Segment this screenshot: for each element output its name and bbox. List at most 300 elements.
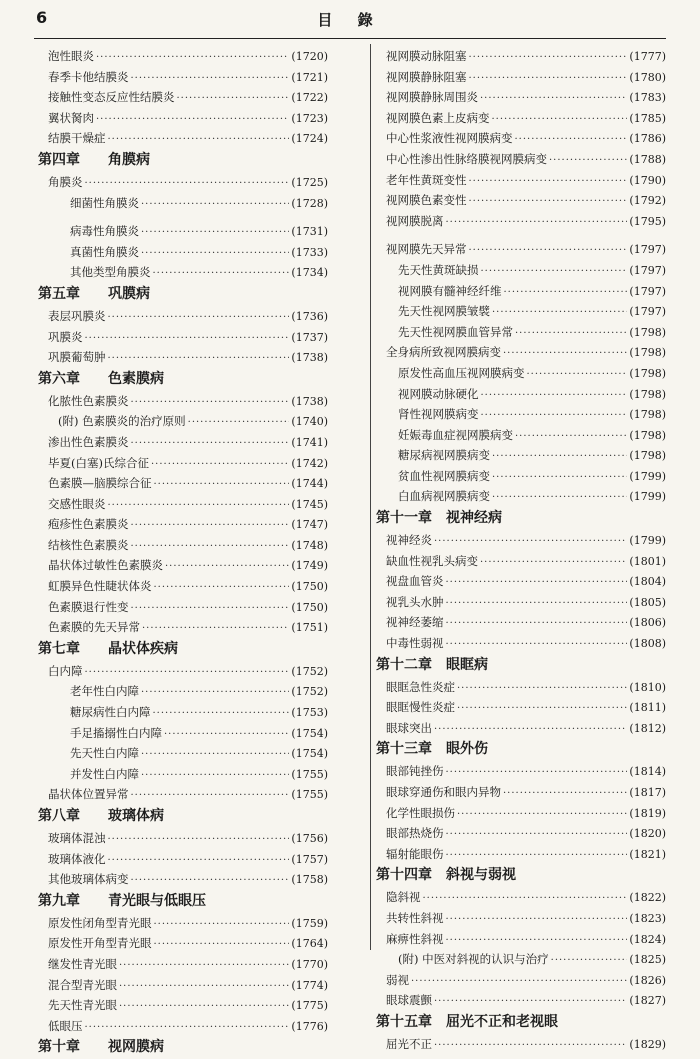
- entry-page-number: (1742): [291, 456, 328, 470]
- leader-dots: [85, 174, 290, 195]
- entry-title: 先天性视网膜血管异常: [398, 324, 513, 339]
- toc-entry: [38, 242, 328, 263]
- entry-title: 先天性青光眼: [48, 998, 117, 1013]
- entry-page-number: (1744): [291, 477, 328, 491]
- toc-entry: [376, 281, 666, 302]
- toc-entry: [38, 681, 328, 702]
- toc-entry: [376, 128, 666, 149]
- entry-title: 老年性黄斑变性: [386, 172, 467, 187]
- leader-dots: [446, 763, 628, 784]
- toc-entry: [376, 970, 666, 991]
- toc-entry: [38, 617, 328, 638]
- entry-title: 表层巩膜炎: [48, 308, 106, 323]
- entry-page-number: (1788): [629, 152, 666, 166]
- leader-dots: [141, 223, 289, 244]
- chapter-title: 斜视与弱视: [446, 867, 516, 884]
- leader-dots: [527, 365, 628, 386]
- entry-title: 继发性青光眼: [48, 956, 117, 971]
- leader-dots: [446, 213, 628, 234]
- entry-page-number: (1720): [291, 50, 328, 63]
- entry-page-number: (1750): [291, 600, 328, 614]
- entry-title: 视网膜有髓神经纤维: [398, 283, 502, 298]
- leader-dots: [446, 594, 628, 615]
- entry-page-number: (1798): [629, 366, 666, 380]
- entry-title: 先天性黄斑缺损: [398, 262, 479, 277]
- entry-title: 并发性白内障: [70, 766, 139, 781]
- entry-title: 老年性白内障: [70, 684, 139, 699]
- entry-page-number: (1829): [629, 1037, 666, 1051]
- leader-dots: [515, 324, 627, 345]
- leader-dots: [446, 846, 628, 867]
- chapter-number: 第十二章: [376, 656, 432, 673]
- entry-title: 麻痹性斜视: [386, 931, 444, 946]
- leader-dots: [481, 262, 628, 283]
- entry-page-number: (1804): [629, 575, 666, 589]
- leader-dots: [154, 915, 290, 936]
- chapter-title: 视神经病: [446, 510, 502, 527]
- toc-entry: [38, 46, 328, 67]
- leader-dots: [457, 805, 627, 826]
- entry-title: 中心性浆液性视网膜病变: [386, 131, 513, 146]
- entry-title: 其他玻璃体病变: [48, 872, 129, 887]
- toc-entry: [376, 46, 666, 67]
- leader-dots: [469, 192, 628, 213]
- leader-dots: [446, 931, 628, 952]
- entry-title: 视网膜色素上皮病变: [386, 110, 490, 125]
- toc-entry: [376, 67, 666, 88]
- entry-page-number: (1776): [291, 1019, 328, 1033]
- entry-title: 原发性高血压视网膜病变: [398, 365, 525, 380]
- entry-page-number: (1792): [629, 194, 666, 208]
- entry-title: 眼部钝挫伤: [386, 764, 444, 779]
- entry-page-number: (1790): [629, 173, 666, 187]
- entry-title: 视网膜动脉阻塞: [386, 49, 467, 63]
- entry-page-number: (1823): [629, 911, 666, 925]
- leader-dots: [503, 344, 627, 365]
- entry-page-number: (1798): [629, 449, 666, 463]
- entry-page-number: (1786): [629, 132, 666, 146]
- toc-entry: [376, 260, 666, 281]
- toc-left-column: [38, 46, 328, 1059]
- entry-title: 中心性渗出性脉络膜视网膜病变: [386, 151, 547, 166]
- entry-page-number: (1814): [629, 765, 666, 779]
- toc-entry: [376, 908, 666, 929]
- leader-dots: [411, 972, 627, 993]
- leader-dots: [434, 992, 627, 1013]
- entry-title: 视网膜动脉硬化: [398, 386, 479, 401]
- chapter-number: 第十一章: [376, 510, 432, 527]
- entry-page-number: (1798): [629, 346, 666, 360]
- toc-entry: [38, 913, 328, 934]
- entry-title: 病毒性角膜炎: [70, 224, 139, 239]
- toc-entry: [38, 995, 328, 1016]
- entry-page-number: (1795): [629, 214, 666, 228]
- entry-title: 低眼压: [48, 1018, 83, 1033]
- toc-entry: [376, 571, 666, 592]
- entry-page-number: (1783): [629, 91, 666, 105]
- entry-page-number: (1725): [291, 175, 328, 189]
- chapter-heading: [376, 864, 666, 887]
- entry-title: 视神经萎缩: [386, 615, 444, 630]
- leader-dots: [141, 244, 289, 265]
- toc-entry: [376, 782, 666, 803]
- entry-title: 中毒性弱视: [386, 636, 444, 651]
- entry-page-number: (1797): [629, 284, 666, 298]
- entry-page-number: (1770): [291, 957, 328, 971]
- toc-entry: [376, 929, 666, 950]
- chapter-title: 色素膜病: [108, 370, 164, 387]
- entry-page-number: (1775): [291, 999, 328, 1013]
- entry-title: 泡性眼炎: [48, 49, 94, 63]
- entry-page-number: (1751): [291, 621, 328, 635]
- toc-entry: [38, 128, 328, 149]
- toc-entry: [38, 576, 328, 597]
- entry-page-number: (1824): [629, 932, 666, 946]
- toc-entry: [376, 301, 666, 322]
- entry-page-number: (1752): [291, 664, 328, 678]
- entry-page-number: (1747): [291, 518, 328, 532]
- entry-page-number: (1799): [629, 490, 666, 504]
- chapter-heading: [38, 368, 328, 391]
- toc-entry: [376, 633, 666, 654]
- toc-right-column: [376, 46, 666, 1055]
- chapter-number: 第十四章: [376, 867, 432, 884]
- entry-page-number: (1738): [291, 351, 328, 365]
- leader-dots: [188, 413, 290, 434]
- toc-entry: [376, 425, 666, 446]
- leader-dots: [446, 825, 628, 846]
- chapter-heading: [38, 149, 328, 172]
- chapter-title: 青光眼与低眼压: [108, 892, 206, 909]
- toc-entry: [376, 384, 666, 405]
- toc-entry: [376, 990, 666, 1011]
- entry-title: 视网膜静脉阻塞: [386, 69, 467, 84]
- entry-page-number: (1797): [629, 263, 666, 277]
- entry-title: 妊娠毒血症视网膜病变: [398, 427, 513, 442]
- leader-dots: [96, 110, 289, 131]
- entry-title: 先天性白内障: [70, 746, 139, 761]
- entry-title: 糖尿病视网膜病变: [398, 448, 490, 463]
- leader-dots: [131, 537, 290, 558]
- entry-title: 渗出性色素膜炎: [48, 434, 129, 449]
- chapter-heading: [38, 1036, 328, 1059]
- toc-entry: [376, 87, 666, 108]
- leader-dots: [549, 151, 627, 172]
- leader-dots: [108, 349, 290, 370]
- toc-entry: [38, 597, 328, 618]
- entry-page-number: (1764): [291, 937, 328, 951]
- leader-dots: [131, 516, 290, 537]
- leader-dots: [469, 241, 628, 262]
- toc-entry: [376, 211, 666, 232]
- header-rule: [34, 38, 666, 39]
- entry-title: 化脓性色素膜炎: [48, 393, 129, 408]
- entry-page-number: (1749): [291, 559, 328, 573]
- leader-dots: [457, 679, 627, 700]
- leader-dots: [446, 573, 628, 594]
- entry-title: 弱视: [386, 972, 409, 987]
- leader-dots: [446, 614, 628, 635]
- toc-entry: [376, 551, 666, 572]
- entry-title: 眼球突出: [386, 720, 432, 735]
- entry-page-number: (1822): [629, 891, 666, 905]
- leader-dots: [153, 264, 290, 285]
- entry-title: 视网膜色素变性: [386, 193, 467, 208]
- toc-entry: [376, 612, 666, 633]
- toc-entry: [38, 975, 328, 996]
- entry-title: 缺血性视乳头病变: [386, 553, 478, 568]
- entry-title: 色素膜—脑膜综合征: [48, 476, 152, 491]
- entry-page-number: (1724): [291, 132, 328, 146]
- chapter-number: 第五章: [38, 285, 80, 302]
- leader-dots: [515, 427, 627, 448]
- toc-entry: [38, 954, 328, 975]
- toc-entry: [38, 661, 328, 682]
- leader-dots: [492, 468, 627, 489]
- chapter-title: 角膜病: [108, 151, 150, 168]
- toc-entry: [376, 466, 666, 487]
- leader-dots: [469, 172, 628, 193]
- chapter-number: 第四章: [38, 151, 80, 168]
- entry-page-number: (1745): [291, 497, 328, 511]
- leader-dots: [154, 475, 290, 496]
- toc-entry: [38, 411, 328, 432]
- leader-dots: [480, 553, 627, 574]
- entry-title: 眼球震颤: [386, 993, 432, 1008]
- entry-title: 视网膜先天异常: [386, 242, 467, 257]
- chapter-heading: [376, 507, 666, 530]
- leader-dots: [108, 130, 290, 151]
- leader-dots: [119, 956, 289, 977]
- toc-entry: [376, 803, 666, 824]
- leader-dots: [153, 704, 290, 725]
- toc-entry: [38, 473, 328, 494]
- entry-page-number: (1733): [291, 245, 328, 259]
- toc-entry: [38, 723, 328, 744]
- entry-title: 视网膜脱离: [386, 213, 444, 228]
- leader-dots: [141, 195, 289, 216]
- leader-dots: [165, 557, 289, 578]
- entry-page-number: (1805): [629, 595, 666, 609]
- chapter-title: 巩膜病: [108, 285, 150, 302]
- entry-title: 白内障: [48, 663, 83, 678]
- toc-entry: [376, 844, 666, 865]
- entry-page-number: (1798): [629, 408, 666, 422]
- entry-page-number: (1798): [629, 387, 666, 401]
- toc-entry: [376, 170, 666, 191]
- entry-title: 色素膜的先天异常: [48, 620, 140, 635]
- toc-entry: [38, 535, 328, 556]
- leader-dots: [177, 89, 290, 110]
- leader-dots: [551, 951, 628, 972]
- toc-entry: [376, 949, 666, 970]
- leader-dots: [131, 599, 290, 620]
- leader-dots: [446, 635, 628, 656]
- entry-page-number: (1752): [291, 685, 328, 699]
- toc-entry: [376, 718, 666, 739]
- leader-dots: [108, 496, 290, 517]
- entry-title: 眼部热烧伤: [386, 826, 444, 841]
- entry-page-number: (1797): [629, 243, 666, 257]
- leader-dots: [85, 1018, 290, 1039]
- entry-title: 春季卡他结膜炎: [48, 69, 129, 84]
- entry-page-number: (1757): [291, 852, 328, 866]
- toc-entry: [38, 702, 328, 723]
- leader-dots: [423, 889, 628, 910]
- entry-page-number: (1798): [629, 325, 666, 339]
- entry-page-number: (1721): [291, 70, 328, 84]
- entry-title: 视网膜静脉周围炎: [386, 90, 478, 105]
- entry-title: 角膜炎: [48, 174, 83, 189]
- toc-entry: [376, 404, 666, 425]
- entry-title: 色素膜退行性变: [48, 599, 129, 614]
- entry-title: 原发性开角型青光眼: [48, 936, 152, 951]
- entry-page-number: (1722): [291, 91, 328, 105]
- entry-title: 疱疹性色素膜炎: [48, 517, 129, 532]
- toc-entry: [38, 453, 328, 474]
- entry-title: 手足搐搦性白内障: [70, 725, 162, 740]
- entry-title: 晶状体过敏性色素膜炎: [48, 558, 163, 573]
- chapter-number: 第十三章: [376, 741, 432, 758]
- toc-entry: [38, 221, 328, 242]
- entry-title: 贫血性视网膜病变: [398, 468, 490, 483]
- entry-title: 结膜干燥症: [48, 131, 106, 146]
- chapter-title: 晶状体疾病: [108, 640, 178, 657]
- entry-title: 眼眶急性炎症: [386, 679, 455, 694]
- leader-dots: [85, 329, 290, 350]
- chapter-title: 眼眶病: [446, 656, 488, 673]
- entry-page-number: (1754): [291, 726, 328, 740]
- leader-dots: [108, 308, 290, 329]
- entry-title: 视神经炎: [386, 533, 432, 548]
- leader-dots: [481, 406, 628, 427]
- entry-page-number: (1825): [629, 953, 666, 967]
- entry-page-number: (1819): [629, 806, 666, 820]
- leader-dots: [446, 910, 628, 931]
- entry-page-number: (1798): [629, 428, 666, 442]
- chapter-heading: [376, 1011, 666, 1034]
- entry-title: 先天性视网膜皱襞: [398, 304, 490, 319]
- leader-dots: [492, 303, 627, 324]
- entry-title: 肾性视网膜病变: [398, 407, 479, 422]
- leader-dots: [469, 48, 628, 69]
- leader-dots: [480, 89, 627, 110]
- entry-page-number: (1738): [291, 394, 328, 408]
- chapter-number: 第六章: [38, 370, 80, 387]
- chapter-number: 第八章: [38, 808, 80, 824]
- toc-entry: [376, 108, 666, 129]
- leader-dots: [492, 110, 628, 131]
- leader-dots: [492, 447, 627, 468]
- entry-page-number: (1737): [291, 330, 328, 344]
- entry-title: 视盘血管炎: [386, 574, 444, 589]
- toc-entry: [38, 306, 328, 327]
- leader-dots: [131, 393, 290, 414]
- entry-title: 眼球穿通伤和眼内异物: [386, 785, 501, 799]
- chapter-title: 屈光不正和老视眼: [446, 1013, 558, 1030]
- chapter-title: 视网膜病: [108, 1039, 164, 1056]
- entry-page-number: (1758): [291, 873, 328, 887]
- toc-entry: [376, 486, 666, 507]
- chapter-number: 第十五章: [376, 1013, 432, 1030]
- toc-entry: [376, 342, 666, 363]
- entry-title: 屈光不正: [386, 1036, 432, 1051]
- page-header: [0, 8, 700, 38]
- toc-entry: [376, 530, 666, 551]
- leader-dots: [481, 386, 628, 407]
- leader-dots: [141, 745, 289, 766]
- leader-dots: [434, 1036, 627, 1057]
- leader-dots: [119, 977, 289, 998]
- toc-entry: [38, 743, 328, 764]
- toc-entry: [38, 514, 328, 535]
- toc-entry: [376, 363, 666, 384]
- entry-title: 其他类型角膜炎: [70, 265, 151, 280]
- leader-dots: [85, 663, 290, 684]
- entry-title: 接触性变态反应性结膜炎: [48, 90, 175, 105]
- toc-entry: [376, 322, 666, 343]
- entry-title: 虹膜异色性睫状体炎: [48, 579, 152, 594]
- toc-entry: [376, 592, 666, 613]
- entry-page-number: (1806): [629, 616, 666, 630]
- entry-page-number: (1785): [629, 111, 666, 125]
- column-divider: [370, 44, 371, 950]
- entry-title: 混合型青光眼: [48, 977, 117, 992]
- entry-title: 原发性闭角型青光眼: [48, 915, 152, 930]
- toc-entry: [38, 432, 328, 453]
- toc-entry: [38, 764, 328, 785]
- entry-title: (附) 中医对斜视的认识与治疗: [398, 952, 549, 967]
- entry-page-number: (1810): [629, 680, 666, 694]
- toc-entry: [376, 1034, 666, 1055]
- entry-title: 眼眶慢性炎症: [386, 700, 455, 715]
- entry-page-number: (1820): [629, 827, 666, 841]
- chapter-heading: [38, 890, 328, 913]
- entry-title: 毕夏(白塞)氏综合征: [48, 455, 149, 470]
- entry-title: 辐射能眼伤: [386, 846, 444, 861]
- entry-page-number: (1740): [291, 415, 328, 429]
- leader-dots: [142, 619, 289, 640]
- chapter-number: 第七章: [38, 640, 80, 657]
- toc-entry: [376, 149, 666, 170]
- leader-dots: [434, 720, 627, 741]
- chapter-heading: [376, 738, 666, 761]
- entry-page-number: (1799): [629, 534, 666, 548]
- entry-page-number: (1748): [291, 538, 328, 552]
- chapter-title: 玻璃体病: [108, 808, 164, 824]
- toc-entry: [38, 1016, 328, 1037]
- entry-title: 玻璃体液化: [48, 851, 106, 866]
- entry-page-number: (1734): [291, 266, 328, 280]
- entry-title: 隐斜视: [386, 890, 421, 905]
- toc-entry: [38, 555, 328, 576]
- entry-title: 视乳头水肿: [386, 594, 444, 609]
- entry-page-number: (1728): [291, 196, 328, 210]
- toc-entry: [38, 262, 328, 283]
- chapter-number: 第十章: [38, 1039, 80, 1056]
- leader-dots: [457, 699, 627, 720]
- toc-entry: [38, 849, 328, 870]
- page-number: 6: [36, 8, 48, 27]
- entry-title: 白血病视网膜病变: [398, 489, 490, 504]
- entry-title: 翼状胬肉: [48, 110, 94, 125]
- toc-entry: [376, 887, 666, 908]
- entry-page-number: (1799): [629, 469, 666, 483]
- leader-dots: [96, 48, 289, 69]
- chapter-heading: [376, 654, 666, 677]
- toc-entry: [38, 327, 328, 348]
- entry-page-number: (1759): [291, 916, 328, 930]
